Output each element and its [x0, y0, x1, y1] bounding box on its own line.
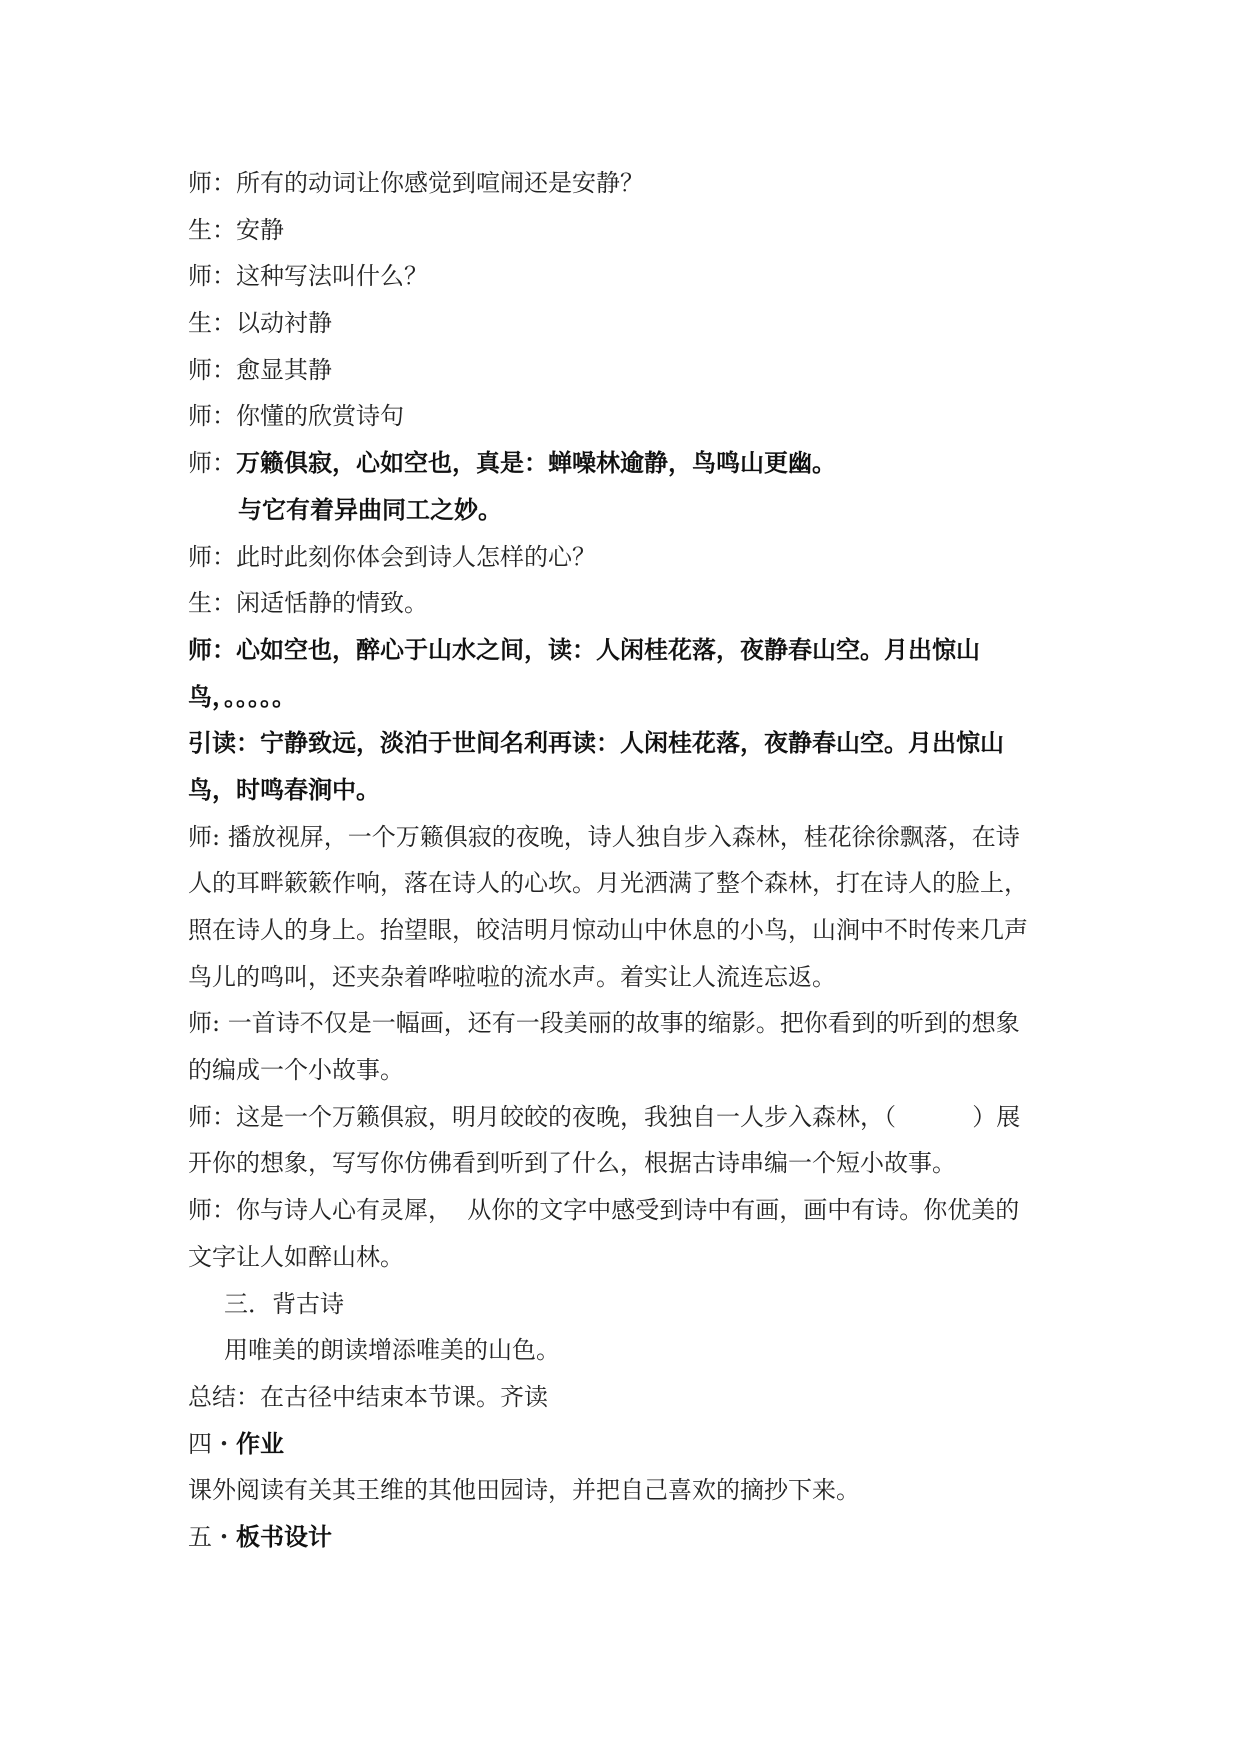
- line-text: 照在诗人的身上。抬望眼，皎洁明月惊动山中休息的小鸟，山涧中不时传来几声: [188, 916, 1028, 944]
- line-text: : 播放视屏，一个万籁俱寂的夜晚，诗人独自步入森林，桂花徐徐飘落，在诗: [212, 822, 1020, 851]
- continuation-line: [188, 674, 1068, 721]
- speaker-label: 师：: [188, 1102, 236, 1131]
- section-title: 作业: [236, 1428, 284, 1458]
- line-text: 文字让人如醉山林。: [188, 1242, 404, 1271]
- continuation-line: [188, 1234, 1068, 1281]
- continuation-line: [188, 1047, 1068, 1094]
- line-text: 以动衬静: [236, 309, 332, 338]
- line-text: 用唯美的朗读增添唯美的山色。: [224, 1336, 560, 1365]
- continuation-line: [188, 954, 1068, 1001]
- line-text: 万籁俱寂，心如空也，真是：蝉噪林逾静，鸟鸣山更幽。: [236, 448, 836, 478]
- continuation-line: [188, 1140, 1068, 1187]
- line-text: 安静: [236, 215, 284, 244]
- dialogue-line: [188, 347, 1068, 394]
- speaker-label: 引读：: [188, 728, 260, 758]
- line-text: : 一首诗不仅是一幅画，还有一段美丽的故事的缩影。把你看到的听到的想象: [212, 1009, 1020, 1038]
- dialogue-line: [188, 1187, 1068, 1234]
- dialogue-line: [188, 534, 1068, 581]
- summary-line: [188, 1374, 1068, 1421]
- speaker-label: 师: [188, 822, 212, 851]
- line-text: 三．背古诗: [224, 1289, 344, 1318]
- dialogue-line: [188, 580, 1068, 627]
- section-title: 板书设计: [236, 1521, 332, 1551]
- section-heading: [188, 1281, 1068, 1328]
- speaker-label: 师：: [188, 449, 236, 478]
- document-body: [188, 160, 1068, 1561]
- line-text: 你与诗人心有灵犀， 从你的文字中感受到诗中有画，画中有诗。你优美的: [236, 1196, 1020, 1225]
- continuation-line: [188, 487, 1068, 534]
- speaker-label: 生：: [188, 589, 236, 618]
- line-text: 鸟，。。。。。: [188, 681, 296, 711]
- speaker-label: 师：: [188, 355, 236, 384]
- speaker-label: 师：: [188, 402, 236, 431]
- dialogue-line: [188, 300, 1068, 347]
- speaker-label: 师: [188, 1009, 212, 1038]
- speaker-label: 生：: [188, 309, 236, 338]
- line-text: 的编成一个小故事。: [188, 1056, 404, 1085]
- paragraph-line: [188, 1467, 1068, 1514]
- line-text: 这是一个万籁俱寂，明月皎皎的夜晚，我独自一人步入森林，（ ）展: [236, 1102, 1021, 1131]
- dialogue-line: [188, 253, 1068, 300]
- line-text: 愈显其静: [236, 355, 332, 384]
- dialogue-line: [188, 393, 1068, 440]
- line-text: 这种写法叫什么？: [236, 262, 428, 291]
- line-text: 宁静致远，淡泊于世间名利再读：人闲桂花落，夜静春山空。月出惊山: [260, 728, 1004, 758]
- continuation-line: [188, 907, 1068, 954]
- line-text: 在古径中结束本节课。齐读: [260, 1382, 548, 1411]
- dialogue-line: [188, 207, 1068, 254]
- speaker-label: 师：: [188, 262, 236, 291]
- section-heading-homework: [188, 1421, 1068, 1468]
- speaker-label: 师：: [188, 542, 236, 571]
- dialogue-line: [188, 814, 1068, 861]
- line-text: 课外阅读有关其王维的其他田园诗，并把自己喜欢的摘抄下来。: [188, 1476, 860, 1505]
- section-heading-board-design: [188, 1514, 1068, 1561]
- line-text: 心如空也，醉心于山水之间，读：人闲桂花落，夜静春山空。月出惊山: [236, 634, 980, 664]
- section-number: 五・: [188, 1522, 236, 1551]
- line-text: 鸟儿的鸣叫，还夹杂着哗啦啦的流水声。着实让人流连忘返。: [188, 962, 836, 991]
- dialogue-line: [188, 720, 1068, 767]
- speaker-label: 师：: [188, 169, 236, 197]
- speaker-label: 总结：: [188, 1382, 260, 1411]
- continuation-line: [188, 860, 1068, 907]
- line-text: 闲适恬静的情致。: [236, 589, 428, 618]
- speaker-label: 师：: [188, 634, 236, 664]
- line-text: 此时此刻你体会到诗人怎样的心？: [236, 542, 596, 571]
- line-text: 你懂的欣赏诗句: [236, 402, 404, 431]
- line-text: 所有的动词让你感觉到喧闹还是安静？: [236, 169, 644, 197]
- continuation-line: [188, 767, 1068, 814]
- speaker-label: 师：: [188, 1196, 236, 1225]
- dialogue-line: [188, 1000, 1068, 1047]
- line-text: 与它有着异曲同工之妙。: [238, 494, 502, 524]
- paragraph-line: [188, 1327, 1068, 1374]
- speaker-label: 生：: [188, 215, 236, 244]
- dialogue-line: [188, 627, 1068, 674]
- dialogue-line: [188, 1094, 1068, 1141]
- dialogue-line: [188, 160, 1068, 207]
- line-text: 鸟，时鸣春涧中。: [188, 774, 380, 804]
- section-number: 四・: [188, 1429, 236, 1458]
- line-text: 开你的想象，写写你仿佛看到听到了什么，根据古诗串编一个短小故事。: [188, 1149, 956, 1178]
- line-text: 人的耳畔簌簌作响，落在诗人的心坎。月光洒满了整个森林，打在诗人的脸上，: [188, 869, 1028, 898]
- dialogue-line: [188, 440, 1068, 487]
